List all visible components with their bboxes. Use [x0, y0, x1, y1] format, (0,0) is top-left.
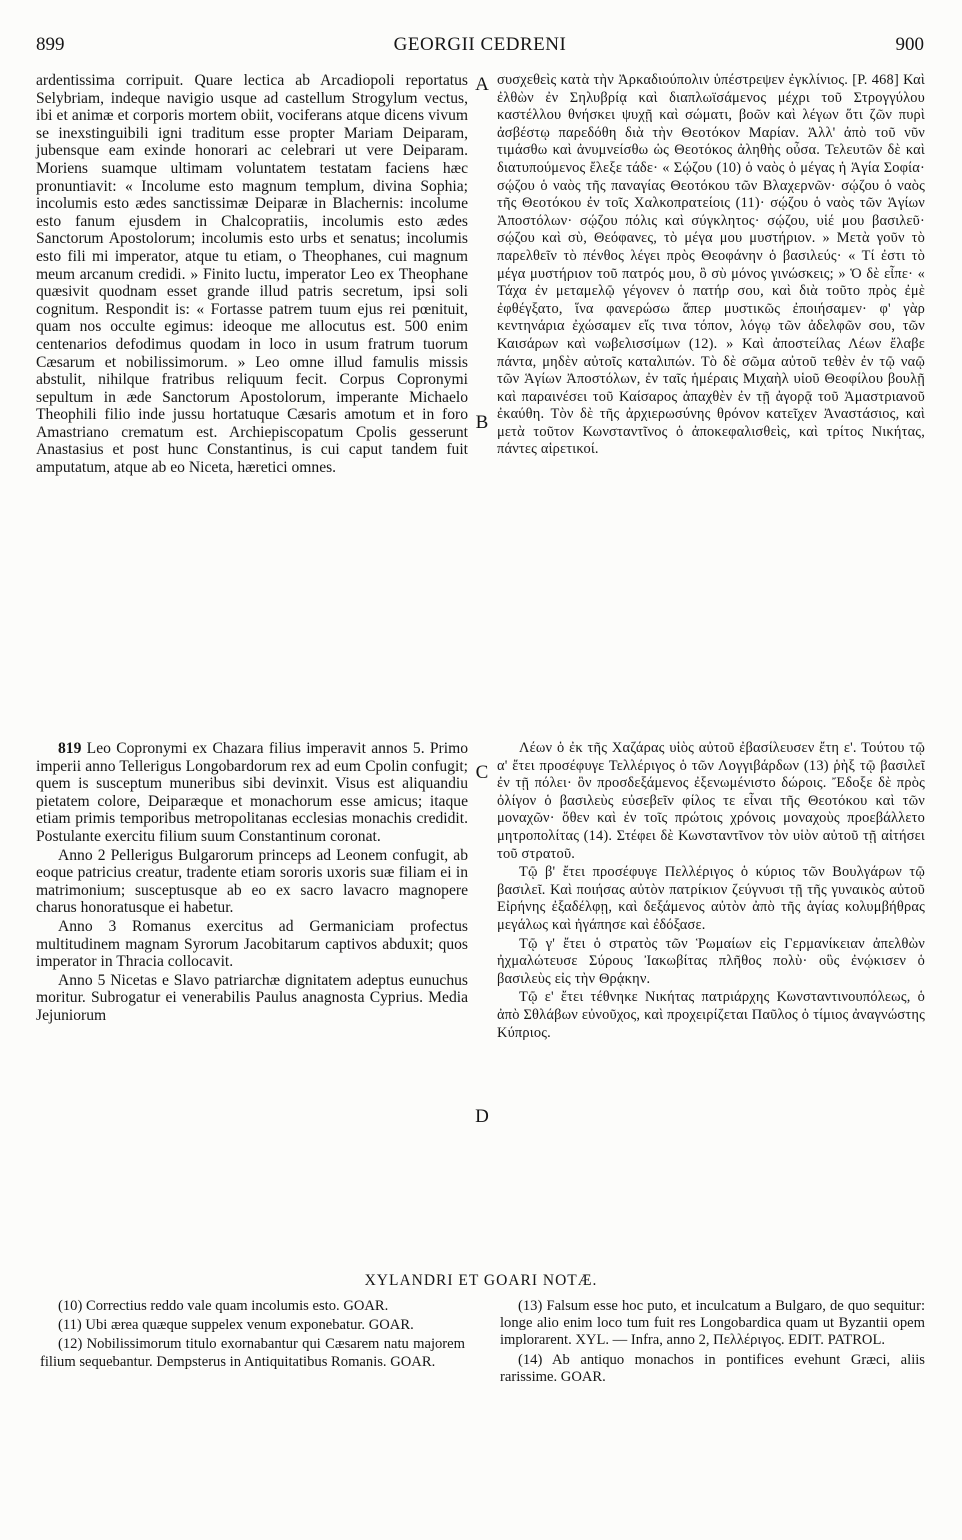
page-number-left: 899	[36, 34, 65, 55]
latin-paragraph: Anno 5 Nicetas e Slavo patriarchæ dignitatem adeptus eunuchus moritur. Subrogatur ei venerabilis Paulus anagnosta Cyprius. Media Jejuniorum	[36, 971, 468, 1024]
footnote: (13) Falsum esse hoc puto, et inculcatum a Bulgaro, de quo sequitur: longe alio enim loco tum fuit res Longobardica quam ut Byzantii opem implorarent. XYL. — Infra, anno 2, Πελλέριγος. EDIT. PATROL.	[500, 1298, 925, 1349]
latin-column	[36, 72, 468, 1024]
notes-right-column	[500, 1298, 925, 1388]
greek-paragraph: Τῷ β' ἔτει προσέφυγε Πελλέριγος ὁ κύριος τῶν Βουλγάρων τῷ βασιλεῖ. Καὶ ποιήσας αὐτὸν πατρίκιον ζεύγνυσι τῇ τῆς γυναικὸς αὐτοῦ Εἰρήνης ἐξαδέλφῃ, καὶ δεξάμενος αὐτὸν ἀπὸ τῆς ἁγίας κολυμβήθρας μεγάλως καὶ ἠγάπησε καὶ ἐδόξασε.	[497, 864, 925, 933]
page-header	[36, 34, 924, 68]
margin-marker-b: B	[475, 412, 489, 433]
latin-paragraph: ardentissima corripuit. Quare lectica ab Arcadiopoli reportatus Selybriam, indeque navigio usque ad castellum Strogylum vectus, ibi et animæ et corporis mortem obiit, vociferans atque dicens vivum se inexstinguibili igni traditum esse propter Mariam Deiparam, jubensque eam exinde honorari ac celebrari ut vere Deiparam. Moriens suamque ultimam voluntatem testatam faciens hæc pronuntiavit: « Incolume esto magnum templum, divina Sophia; incolumis esto ædes sanctissimæ Deiparæ in Blachernis: incolume esto fanum ejusdem in Chalcopratiis, incolumis esto ædes Sanctorum Apostolorum; incolumis esto urbs et senatus; incolumis esto fili mi imperator, atque tu etiam, o Theophanes, cui magnum meum arcanum credidi. » Finito luctu, imperator Leo ex Theophane quæsivit quodnam esset grande illud patris secretum, ipsi soli cognitum. Respondit is: « Fortasse patrem tuum ejus rei pœnituit, quam nos occulte egimus: ideoque me allocutus est. 500 enim centenarios defodimus quodam in loco in usum fratrum tuorum Cæsarum et nobilissimorum. » Leo omne illud famulis missis abstulit, nihilque fratribus reliquum fecit. Corpus Copronymi sepultum in æde Sanctorum Apostolorum, imperante Michaelo Theophili filio inde jussu hortatuque Cæsaris amotum et in foro Amastriano crematum est. Archiepiscopatum Cpolis gesserunt Anastasius et post hunc Constantinus, is cui caput tandem fuit amputatum, atque ab eo Niceta, hæretici omnes.	[36, 72, 468, 477]
latin-paragraph: 819 Leo Copronymi ex Chazara filius imperavit annos 5. Primo imperii anno Tellerigus Longobardorum rex ad eum Cpolin confugit; quem is susceptum muneribus sibi devinxit. Visus est aliquandiu pietatem colore, Deiparæque et monachorum esse amicus; itaque etiam primis temporibus metropolitanas ecclesias monachis credidit. Postulante exercitu filium suum Constantinum coronat.	[36, 740, 468, 845]
footnote: (14) Ab antiquo monachos in pontifices evehunt Græci, aliis rarissime. GOAR.	[500, 1351, 925, 1385]
footnote: (11) Ubi ærea quæque suppelex venum exponebatur. GOAR.	[58, 1317, 414, 1334]
footnote: (10) Correctius reddo vale quam incolumis esto. GOAR.	[58, 1298, 389, 1314]
notes-heading: XYLANDRI ET GOARI NOTÆ.	[364, 1272, 598, 1289]
notes-left-column	[40, 1298, 465, 1373]
margin-marker-d: D	[475, 1106, 489, 1127]
latin-section-819	[36, 740, 468, 1026]
section-number: 819	[58, 740, 82, 757]
latin-paragraph: Anno 3 Romanus exercitus ad Germaniciam profectus multitudinem magnam Syrorum Jacobitarum captivos abduxit; quos imperator in Thracia collocavit.	[36, 917, 468, 971]
margin-marker-c: C	[475, 762, 489, 783]
greek-paragraph: Τῷ ε' ἔτει τέθνηκε Νικήτας πατριάρχης Κωνσταντινουπόλεως, ὁ ἀπὸ Σθλάβων εὐνοῦχος, καὶ προχειρίζεται Παῦλος ὁ τίμιος ἀναγνώστης Κύπριος.	[497, 989, 925, 1041]
margin-marker-a: A	[475, 74, 489, 95]
footnote: (12) Nobilissimorum titulo exornabantur qui Cæsarem natu majorem filium sequebantur. Dempsterus in Antiquitatibus Romanis. GOAR.	[40, 1336, 465, 1370]
greek-paragraph: Λέων ὁ ἐκ τῆς Χαζάρας υἱὸς αὐτοῦ ἐβασίλευσεν ἔτη ε'. Τούτου τῷ α' ἔτει προσέφυγε Τελλέριγος ὁ τῶν Λογγιβάρδων (13) ῥὴξ τῷ βασιλεῖ ἐν τῇ πόλει· ὃν προσδεξάμενος ἐξενωμένιστο δώροις. Ἔδοξε δὲ πρὸς ὀλίγον ὁ βασιλεὺς εὐσεβεῖν φίλος τε εἶναι τῆς Θεοτόκου καὶ τῶν μοναχῶν· ὅθεν καὶ ἐν τοῖς πρώτοις χρόνοις μοναχοὺς προεβάλλετο μητροπολίτας (14). Στέφει δὲ Κωνσταντῖνον τὸν υἱὸν αὐτοῦ τῇ αἰτήσει τοῦ στρατοῦ.	[497, 740, 925, 862]
running-title: GEORGII CEDRENI	[393, 34, 567, 55]
greek-paragraph: Τῷ γ' ἔτει ὁ στρατὸς τῶν Ῥωμαίων εἰς Γερμανίκειαν ἀπελθὼν ἠχμαλώτευσε Σύρους Ἰακωβίτας πλῆθος πολὺ· οὓς ἐνῴκισεν ὁ βασιλεὺς εἰς τὴν Θρᾴκην.	[497, 935, 925, 987]
latin-paragraph: Anno 2 Pellerigus Bulgarorum princeps ad Leonem confugit, ab eoque patricius creatur, tradente etiam sororis uxoris suæ filiam ei in matrimonium; susceptusque ab eo ex sacro lavacro magnopere charus honoratusque ei habetur.	[36, 846, 468, 917]
greek-paragraph: συσχεθεὶς κατὰ τὴν Ἀρκαδιούπολιν ὑπέστρεψεν ἐγκλίνιος. [P. 468] Καὶ ἐλθὼν ἐν Σηλυβρίᾳ καὶ διαπλωϊσάμενος μέχρι τοῦ Στρογγύλου καστέλλου θνήσκει ψυχῇ καὶ σώματι, βοῶν καὶ λέγων ὅτι ζῶν πυρὶ ἀσβέστῳ παρεδόθη διὰ τὴν Θεοτόκον Μαρίαν. Ἀλλ' ἀπὸ τοῦ νῦν τιμάσθω καὶ ἀνυμνείσθω ὡς Θεοτόκος ἀληθὴς οὖσα. Τελευτῶν δὲ καὶ διατυπούμενος ἔλεξε τάδε· « Σῴζου (10) ὁ ναὸς ὁ μέγας ἡ Ἁγία Σοφία· σῴζου ὁ ναὸς τῆς παναγίας Θεοτόκου τῶν Βλαχερνῶν· σῴζου ὁ ναὸς τῆς Θεοτόκου ἐν τοῖς Χαλκοπρατείοις (11)· σῴζου ὁ ναὸς τῶν Ἁγίων Ἀποστόλων· σῴζου πόλις καὶ σύγκλητος· σῴζου, υἱέ μου βασιλεῦ· σῴζου καὶ σὺ, Θεόφανες, τὸ μέγα μου μυστήριον. » Μετὰ γοῦν τὸ παρελθεῖν τὸ πένθος λέγει πρὸς Θεοφάνην ὁ βασιλεύς· « Τί ἐστι τὸ μέγα μυστήριον τοῦ πατρός μου, ὃ σὺ μόνος γινώσκεις; » Ὁ δὲ εἶπε· « Τάχα ἐν μεταμελῷ γέγονεν ὁ πατήρ σου, καὶ διὰ τοῦτο πρὸς ἐμὲ ἐφθέγξατο, ἵνα φανερώσω ἅπερ μυστικῶς ἐποιήσαμεν· φ' γὰρ κεντηνάρια ἐχώσαμεν εἴς τινα τόπον, λόγῳ τῶν ἀδελφῶν σου, τῶν Καισάρων καὶ νωβελισσίμων (12). » Καὶ ἀποστείλας Λέων ἔλαβε πάντα, μηδὲν αὐτοῖς καταλιπών. Τὸ δὲ σῶμα αὐτοῦ τεθὲν ἐν τῷ ναῷ τῶν Ἁγίων Ἀποστόλων, ἐν ταῖς ἡμέραις Μιχαὴλ υἱοῦ Θεοφίλου βουλῇ καὶ παραινέσει τοῦ Καίσαρος ἀπαχθὲν ἐν τῇ ἀγορᾷ τοῦ Ἀμαστριανοῦ ἐκαύθη. Τὸν δὲ τῆς ἀρχιερωσύνης θρόνον κατεῖχεν Ἀναστάσιος, καὶ μετὰ τοῦτον Κωνσταντῖνος ὁ ἀποκεφαλισθεὶς, καὶ τρίτος Νικήτας, πάντες αἱρετικοί.	[497, 72, 925, 458]
greek-column	[497, 72, 925, 1041]
page-number-right: 900	[895, 34, 924, 55]
greek-section	[497, 740, 925, 1043]
